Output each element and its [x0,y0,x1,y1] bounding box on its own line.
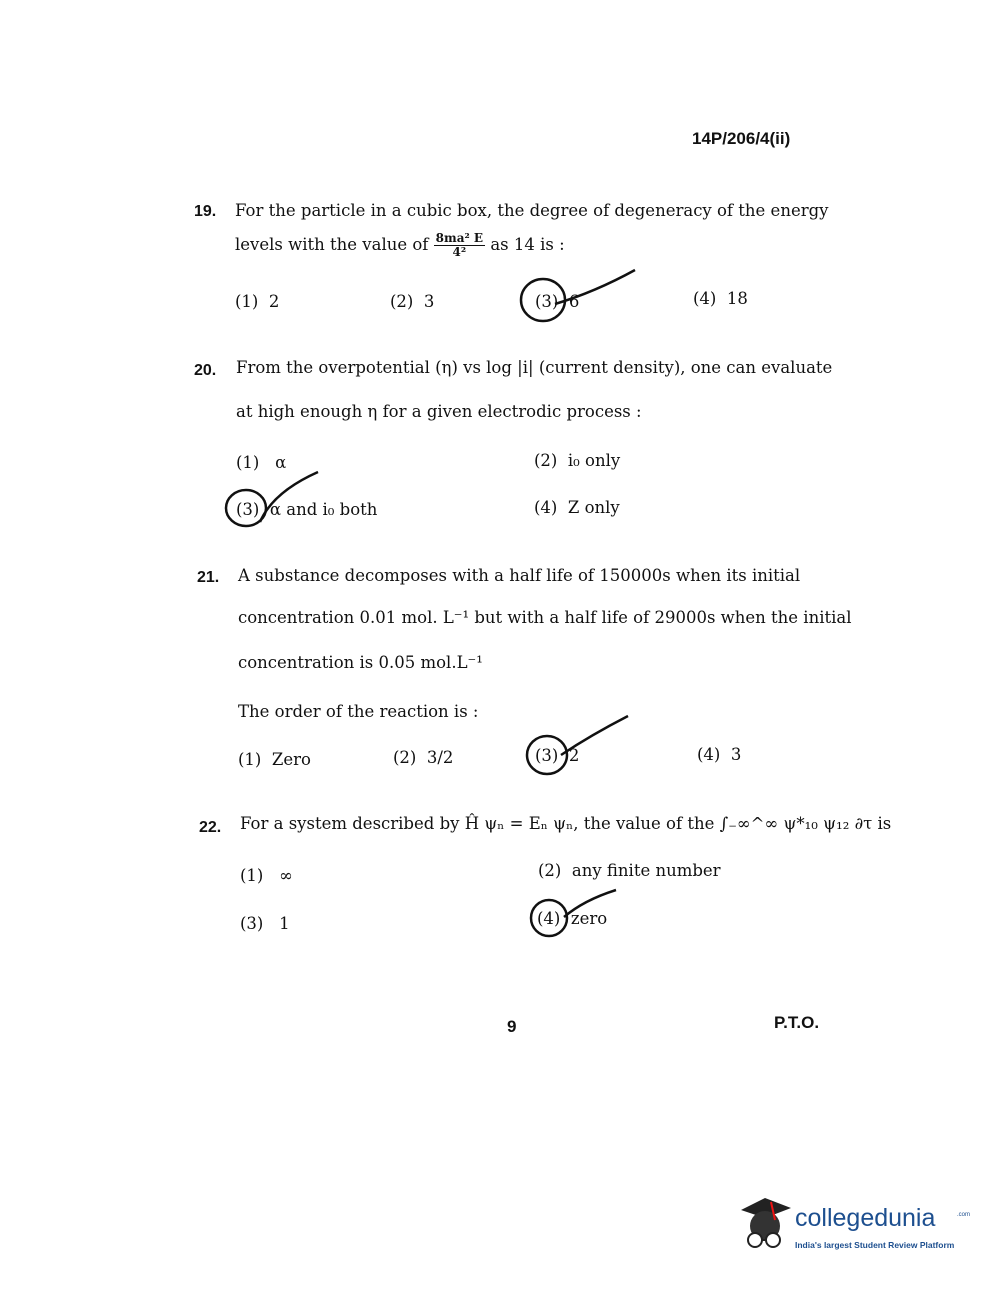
option-text: α and i₀ both [269,500,378,519]
q20-answer-mark [218,462,328,532]
option-text: 6 [568,292,580,311]
option-number: (1) [236,453,260,472]
question-21-line1: A substance decomposes with a half life of 150000s when its initial [238,566,801,585]
option-text: 3 [423,292,435,311]
question-22-line1 [240,814,891,833]
q19-option-2 [390,292,434,311]
option-text: 2 [568,746,580,765]
option-number: (4) [697,745,721,764]
option-text: 1 [279,914,290,933]
question-20-number: 20. [194,362,217,379]
option-text: any finite number [571,861,721,880]
option-number: (3) [240,914,264,933]
q21-option-2 [393,748,453,767]
logo-com: .com [957,1212,971,1218]
q22-option-2 [538,861,721,880]
option-number: (1) [240,866,264,885]
q20-option-4 [534,498,620,517]
question-21-line2: concentration 0.01 mol. L⁻¹ but with a half life of 29000s when the initial [238,608,852,627]
energy-fraction [434,232,485,259]
question-21-line4: The order of the reaction is : [238,702,479,721]
option-text: zero [570,909,608,928]
logo-wordmark: collegedunia [795,1204,936,1232]
option-text: 3/2 [426,748,454,767]
q21-option-4 [697,745,741,764]
q19-answer-mark [515,262,645,332]
option-number: (3) [535,746,559,765]
question-19-number: 19. [194,203,217,220]
option-number: (4) [537,909,561,928]
option-text: 3 [730,745,742,764]
q21-option-1 [238,750,311,769]
option-number: (2) [390,292,414,311]
option-number: (1) [235,292,259,311]
page-number: 9 [507,1017,517,1036]
question-22-line1-prefix: For a system described by Ĥ ψₙ = Eₙ ψₙ, the value of the [240,814,715,833]
option-number: (2) [534,451,558,470]
option-text: 2 [268,292,280,311]
option-number: (3) [236,500,260,519]
energy-fraction-denominator: 4² [452,245,467,260]
option-text: i₀ only [567,451,621,470]
q19-option-4 [693,289,748,308]
q22-option-3 [240,914,290,933]
q21-answer-mark [516,710,636,780]
question-19-line1: For the particle in a cubic box, the degree of degeneracy of the energy [235,201,829,220]
option-number: (3) [535,292,559,311]
q19-option-1 [235,292,279,311]
q20-option-2 [534,451,620,470]
question-19-line2-suffix: as 14 is : [490,235,565,255]
option-number: (4) [534,498,558,517]
q22-answer-mark [524,882,624,942]
pto-label: P.T.O. [774,1013,820,1032]
option-number: (2) [393,748,417,767]
student-mascot-icon [735,1196,793,1256]
question-19-line2 [235,232,565,259]
energy-fraction-numerator: 8ma² E [435,231,484,245]
question-19-line2-prefix: levels with the value of [235,235,429,255]
question-22-integral: ∫₋∞^∞ ψ*₁₀ ψ₁₂ ∂τ is [719,814,892,833]
question-21-number: 21. [197,569,220,586]
option-number: (2) [538,861,562,880]
question-20-line2: at high enough η for a given electrodic process : [236,402,642,421]
option-text: α [275,453,287,472]
collegedunia-logo[interactable] [735,1196,971,1256]
q22-option-1 [240,866,293,885]
question-22-number: 22. [199,819,222,836]
option-number: (1) [238,750,262,769]
option-text: 18 [726,289,748,308]
question-20-line1: From the overpotential (η) vs log |i| (current density), one can evaluate [236,358,833,377]
option-text: Z only [567,498,620,517]
option-text: Zero [271,750,311,769]
option-text: ∞ [279,866,293,885]
option-number: (4) [693,289,717,308]
question-21-line3: concentration is 0.05 mol.L⁻¹ [238,653,483,672]
logo-tagline: India's largest Student Review Platform [795,1240,955,1250]
paper-code: 14P/206/4(ii) [692,129,791,148]
